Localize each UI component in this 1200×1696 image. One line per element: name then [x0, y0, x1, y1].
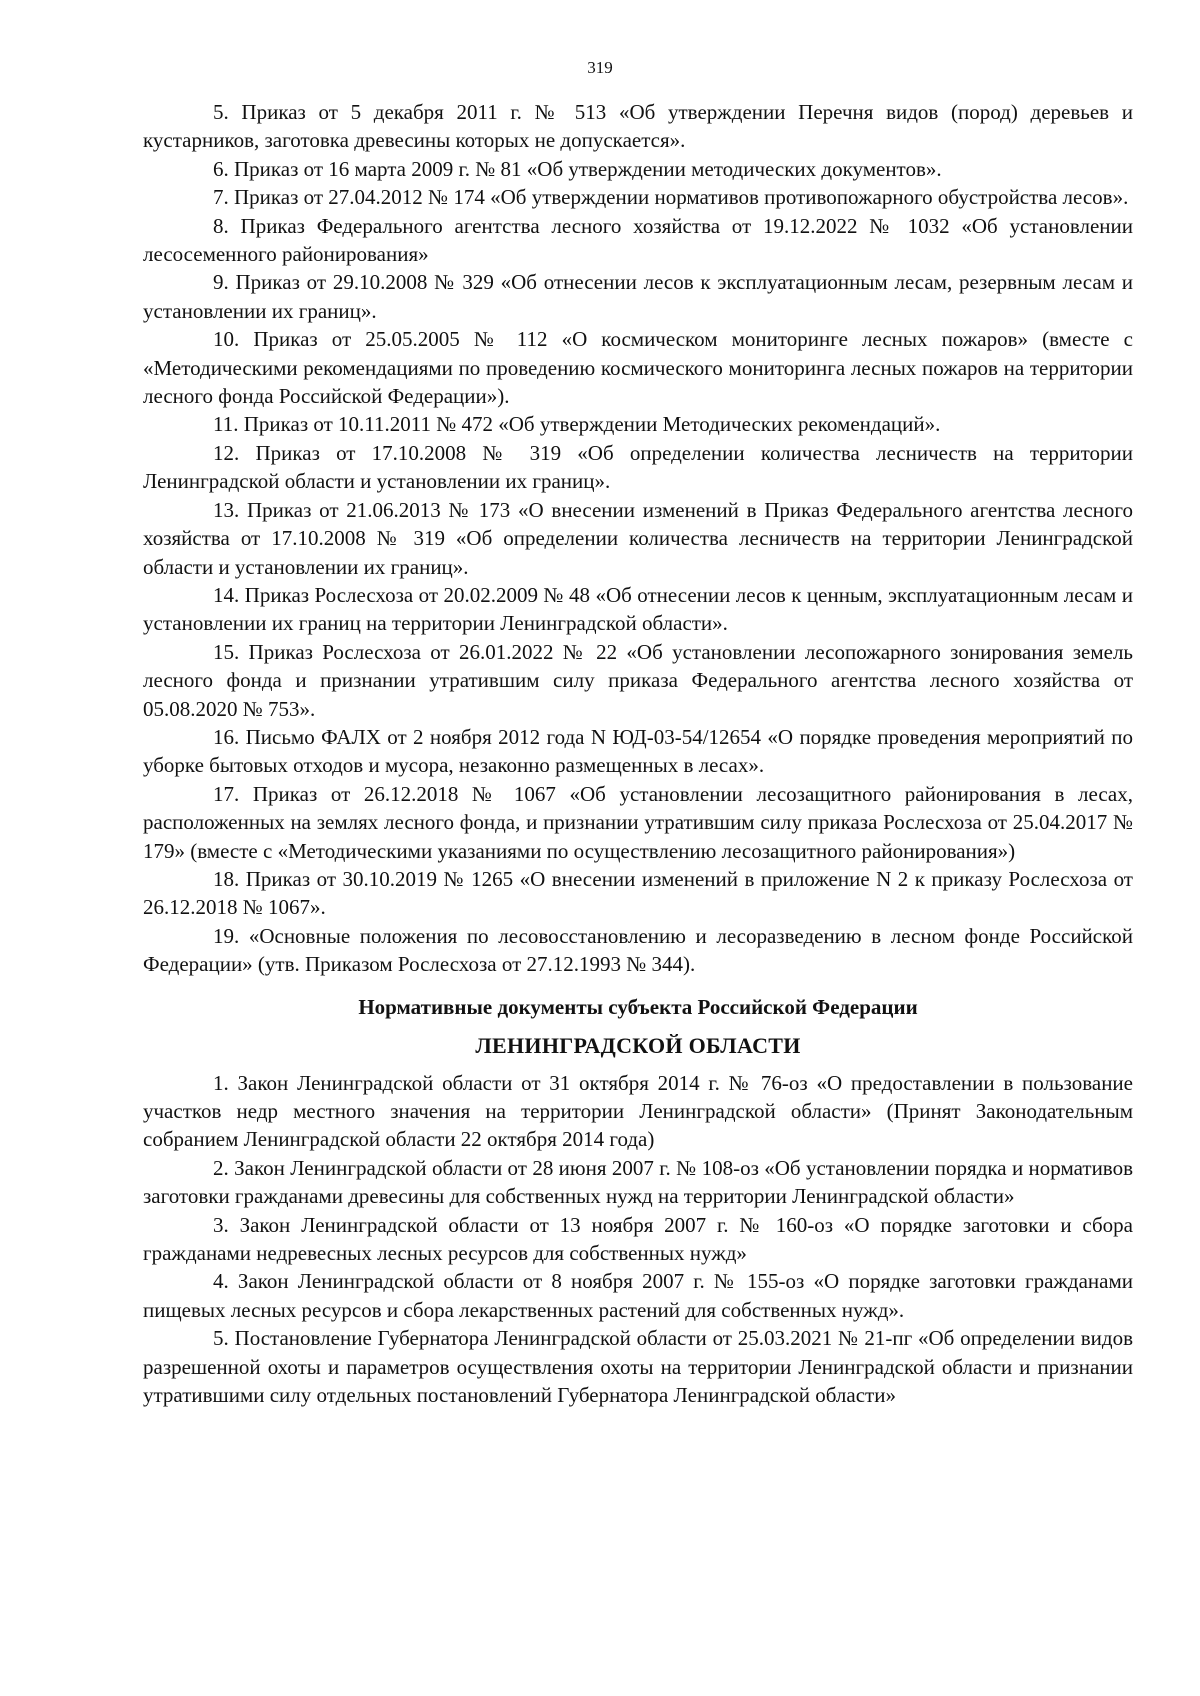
list-item: 8. Приказ Федерального агентства лесного хозяйства от 19.12.2022 № 1032 «Об установлении лесосеменного районирования» — [143, 213, 1133, 267]
list-item: 18. Приказ от 30.10.2019 № 1265 «О внесении изменений в приложение N 2 к приказу Рослесхоза от 26.12.2018 № 1067». — [143, 866, 1133, 920]
list-item: 3. Закон Ленинградской области от 13 ноября 2007 г. № 160-оз «О порядке заготовки и сбора гражданами недревесных лесных ресурсов для собственных нужд» — [143, 1212, 1133, 1266]
list-item: 12. Приказ от 17.10.2008 № 319 «Об определении количества лесничеств на территории Ленинградской области и установлении их границ». — [143, 440, 1133, 494]
list-item: 16. Письмо ФАЛХ от 2 ноября 2012 года N ЮД-03-54/12654 «О порядке проведения мероприятий по уборке бытовых отходов и мусора, незаконно размещенных в лесах». — [143, 724, 1133, 778]
list-item: 6. Приказ от 16 марта 2009 г. № 81 «Об утверждении методических документов». — [213, 156, 942, 181]
section-heading: Нормативные документы субъекта Российской Федерации — [358, 994, 918, 1019]
section-subheading: ЛЕНИНГРАДСКОЙ ОБЛАСТИ — [475, 1032, 801, 1058]
federal-documents-list — [143, 98, 1133, 979]
list-item: 2. Закон Ленинградской области от 28 июня 2007 г. № 108-оз «Об установлении порядка и нормативов заготовки гражданами древесины для собственных нужд на территории Ленинградской области» — [143, 1155, 1133, 1209]
list-item: 9. Приказ от 29.10.2008 № 329 «Об отнесении лесов к эксплуатационным лесам, резервным лесам и установлении их границ». — [143, 270, 1133, 323]
list-item: 5. Постановление Губернатора Ленинградской области от 25.03.2021 № 21-пг «Об определении видов разрешенной охоты и параметров осуществления охоты на территории Ленинградской области и признании утратившими силу отдельных постановлений Губернатора Ленинградской области» — [143, 1326, 1133, 1408]
page-number: 319 — [587, 58, 613, 77]
document-body — [143, 98, 1133, 1409]
list-item: 10. Приказ от 25.05.2005 № 112 «О космическом мониторинге лесных пожаров» (вместе с «Методическими рекомендациями по проведению космического мониторинга лесных пожаров на территории лесного фонда Российской Федерации»). — [143, 327, 1133, 409]
list-item: 13. Приказ от 21.06.2013 № 173 «О внесении изменений в Приказ Федерального агентства лесного хозяйства от 17.10.2008 № 319 «Об определении количества лесничеств на территории Ленинградской области и установлении их границ». — [143, 497, 1133, 579]
list-item: 5. Приказ от 5 декабря 2011 г. № 513 «Об утверждении Перечня видов (пород) деревьев и кустарников, заготовка древесины которых не допускается». — [143, 100, 1133, 153]
list-item: 14. Приказ Рослесхоза от 20.02.2009 № 48 «Об отнесении лесов к ценным, эксплуатационным лесам и установлении их границ на территории Ленинградской области». — [143, 582, 1133, 636]
list-item: 17. Приказ от 26.12.2018 № 1067 «Об установлении лесозащитного районирования в лесах, расположенных на землях лесного фонда, и признании утратившим силу приказа Рослесхоза от 25.04.2017 № 179» (вместе с «Методическими указаниями по осуществлению лесозащитного районирования») — [143, 781, 1133, 863]
list-item: 1. Закон Ленинградской области от 31 октября 2014 г. № 76-оз «О предоставлении в пользование участков недр местного значения на территории Ленинградской области» (Принят Законодательным собранием Ленинградской области 22 октября 2014 года) — [143, 1070, 1133, 1152]
list-item: 4. Закон Ленинградской области от 8 ноября 2007 г. № 155-оз «О порядке заготовки гражданами пищевых лесных ресурсов и сбора лекарственных растений для собственных нужд». — [143, 1269, 1133, 1322]
regional-documents-list — [143, 1069, 1133, 1410]
list-item: 19. «Основные положения по лесовосстановлению и лесоразведению в лесном фонде Российской Федерации» (утв. Приказом Рослесхоза от 27.12.1993 № 344). — [143, 923, 1133, 977]
list-item: 7. Приказ от 27.04.2012 № 174 «Об утверждении нормативов противопожарного обустройства лесов». — [213, 185, 1129, 210]
list-item: 11. Приказ от 10.11.2011 № 472 «Об утверждении Методических рекомендаций». — [213, 412, 941, 437]
list-item: 15. Приказ Рослесхоза от 26.01.2022 № 22 «Об установлении лесопожарного зонирования земель лесного фонда и признании утратившим силу приказа Федерального агентства лесного хозяйства от 05.08.2020 № 753». — [143, 639, 1133, 721]
